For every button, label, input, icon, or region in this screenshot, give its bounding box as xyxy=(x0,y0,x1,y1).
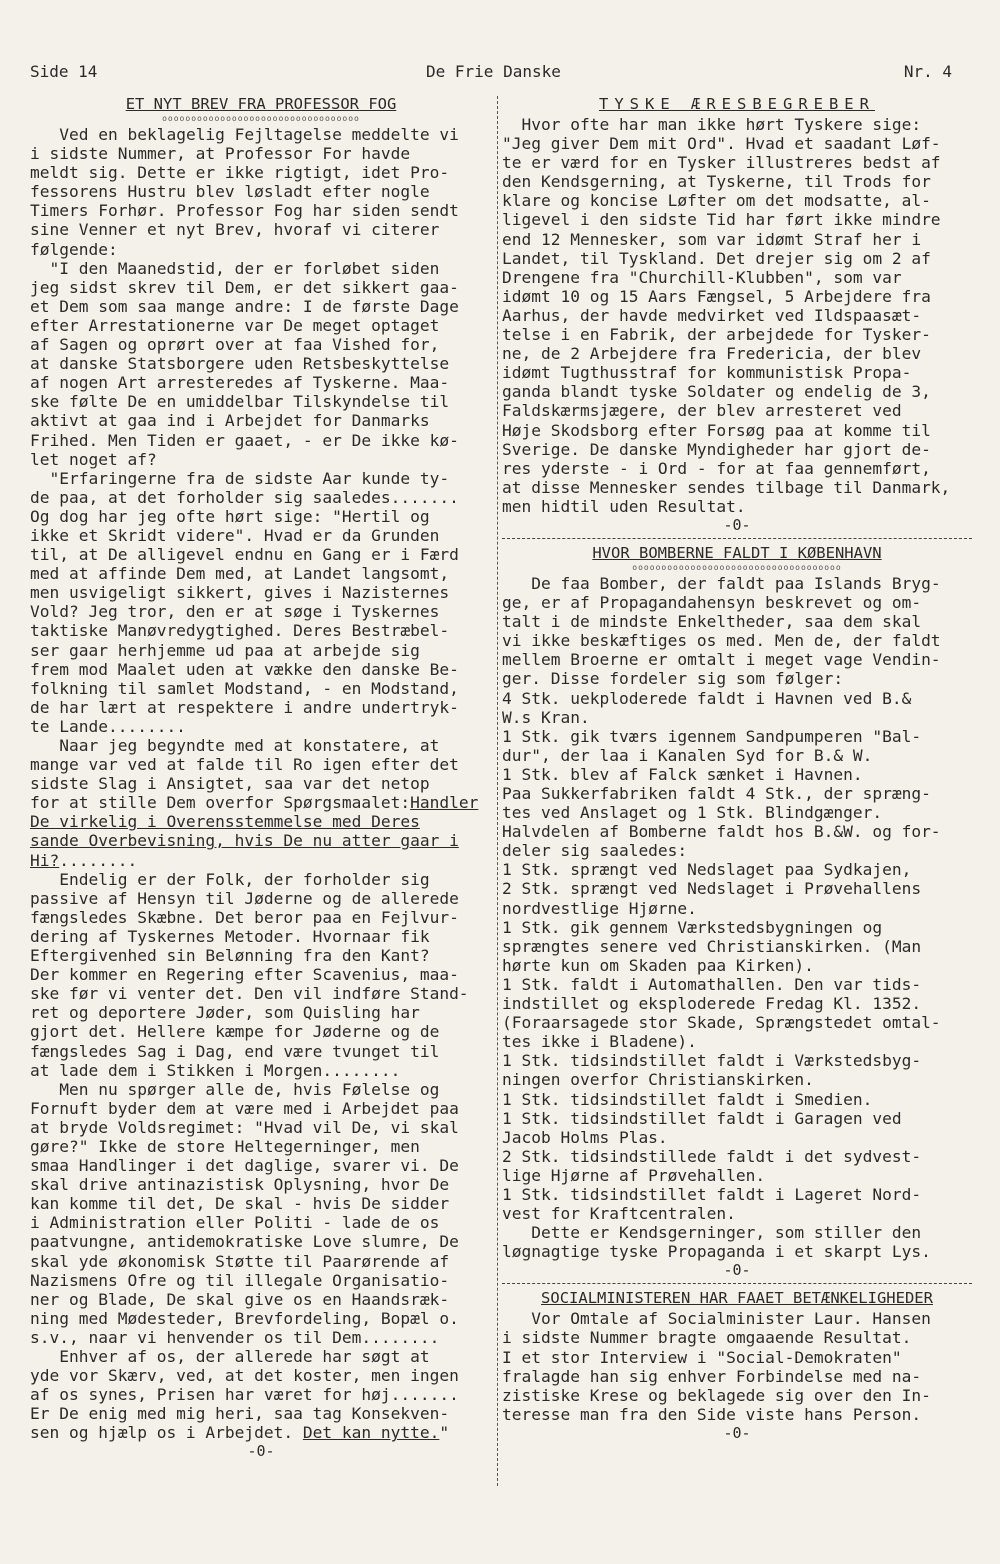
paragraph: Hvor ofte har man ikke hørt Tyskere sige: "Jeg giver Dem mit Ord". Hvad et saadant Løf- te er værd for en Tysker illustreres bedst af den Kendsgerning, at Tyskerne, til Trods for klare og koncise Løfter om det modsatte, al- ligevel i den sidste Tid har ført ikke mindre end 12 Mennesker, som var idømt Straf her i Landet, til Tyskland. Det drejer sig om 2 af Drengene fra "Churchill-Klubben", som var idømt 10 og 15 Aars Fængsel, 5 Arbejdere fra Aarhus, der havde medvirket ved Ildspaasæt- telse i en Fabrik, der arbejdede for Tysker- ne, de 2 Arbejdere fra Fredericia, der blev idømt Tugthusstraf for kommunistisk Propa- ganda blandt tyske Soldater og endelig de 3, Faldskærmsjægere, der blev arresteret ved Høje Skodsborg efter Forsøg paa at komme til Sverige. De danske Myndigheder har gjort de- res yderste - i Ord - for at faa gennemført, at disse Mennesker sendes tilbage til Danmark, men hidtil uden Resultat. xyxy=(502,115,951,516)
right-column xyxy=(502,96,972,1442)
article-socialministeren xyxy=(502,1290,972,1442)
paragraph-text: Enhver af os, der allerede har søgt at yde vor Skærv, ved, at det koster, men ingen af os synes, Prisen har været for høj....... Er De enig med mig heri, saa tag Konsekven- sen og hjælp os i Arbejdet. xyxy=(30,1347,459,1443)
publication-title: De Frie Danske xyxy=(426,62,561,81)
paragraph: "I den Maanedstid, der er forløbet siden jeg sidst skrev til Dem, er det sikkert gaa- et Dem som saa mange andre: I de første Dage efter Arrestationerne var De meget optaget af Sagen og oprørt over at faa Vished for, at danske Statsborgere uden Retsbeskyttelse af nogen Art arresteredes af Tyskerne. Maa- ske følte De en umiddelbar Tilskyndelse til aktivt at gaa ind i Arbejdet for Danmarks Frihed. Men Tiden er gaaet, - er De ikke kø- let noget af? xyxy=(30,258,459,469)
paragraph xyxy=(30,736,492,870)
paragraph-text: Naar jeg begyndte med at konstatere, at mange var ved at falde til Ro igen efter det sidste Slag i Ansigtet, saa var det netop for at stille Dem overfor Spørgsmaalet: xyxy=(30,736,459,813)
paragraph-text: ........ xyxy=(59,850,138,870)
article-tyske-aeresbegreber xyxy=(502,96,972,534)
article-title: HVOR BOMBERNE FALDT I KØBENHAVN xyxy=(592,543,882,562)
page-number: Side 14 xyxy=(30,62,98,81)
article-bomberne xyxy=(502,545,972,1279)
paragraph: Vor Omtale af Socialminister Laur. Hansen i sidste Nummer bragte omgaaende Resultat. I et stor Interview i "Social-Demokraten" fralagde han sig enhver Forbindelse med na- zistiske Krese og beklagede sig over den In- teresse man fra den Side viste hans Person. xyxy=(502,1309,931,1424)
underlined-question: Handler De virkelig i Overensstemmelse med Deres sande Overbevisning, hvis De nu atter gaar i Hi? xyxy=(30,793,479,870)
paragraph: Men nu spørger alle de, hvis Følelse og Fornuft byder dem at være med i Arbejdet paa at bryde Voldsregimet: "Hvad vil De, vi skal gøre?" Ikke de store Heltegerninger, men smaa Handlinger i det daglige, svarer vi. De skal drive antinazistisk Oplysning, hvor De kan komme til det, De skal - hvis De sidder i Administration eller Politi - lade de os paatvungne, antidemokratiske Love slumre, De skal yde økonomisk Støtte til Paarørende af Nazismens Ofre og til illegale Organisatio- ner og Blade, De skal give os en Haandsræk- ning med Mødesteder, Brevfordeling, Bopæl o. s.v., naar vi henvender os til Dem........ xyxy=(30,1079,459,1347)
issue-number: Nr. 4 xyxy=(903,62,952,81)
end-mark: -0- xyxy=(723,515,751,534)
article-title: SOCIALMINISTEREN HAR FAAET BETÆNKELIGHEDER xyxy=(541,1289,933,1308)
article-professor-fog xyxy=(30,96,492,1460)
section-divider xyxy=(502,538,972,539)
end-mark: -0- xyxy=(723,1261,751,1280)
section-divider xyxy=(502,1283,972,1284)
title-underline-marks: oooooooooooooooooooooooooooooooooooo xyxy=(632,562,842,572)
column-divider xyxy=(497,96,498,1486)
left-column xyxy=(30,96,492,1460)
paragraph: Ved en beklagelig Fejltagelse meddelte vi i sidste Nummer, at Professor For havde meldt sig. Dette er ikke rigtigt, idet Pro- fessorens Hustru blev løsladt efter nogle Timers Forhør. Professor Fog har siden sendt sine Venner et nyt Brev, hvoraf vi citerer følgende: xyxy=(30,125,459,259)
underlined-phrase: Det kan nytte. xyxy=(302,1423,440,1443)
end-mark: -0- xyxy=(247,1442,275,1461)
paragraph: De faa Bomber, der faldt paa Islands Bryg- ge, er af Propagandahensyn beskrevet og om- talt i de mindste Enkeltheder, saa dem skal vi ikke beskæftiges os med. Men de, der faldt mellem Broerne er omtalt i meget vage Vendin- ger. Disse fordeler sig som følger: 4 Stk. uekploderede faldt i Havnen ved B.& W.s Kran. 1 Stk. gik tværs igennem Sandpumperen "Bal- dur", der laa i Kanalen Syd for B.& W. 1 Stk. blev af Falck sænket i Havnen. Paa Sukkerfabriken faldt 4 Stk., der spræng- tes ved Anslaget og 1 Stk. Blindgænger. Halvdelen af Bomberne faldt hos B.&W. og for- deler sig saaledes: 1 Stk. sprængt ved Nedslaget paa Sydkajen, 2 Stk. sprængt ved Nedslaget i Prøvehallens nordvestlige Hjørne. 1 Stk. gik gennem Værkstedsbygningen og sprængtes senere ved Christianskirken. (Man hørte kun om Skaden paa Kirken). 1 Stk. faldt i Automathallen. Den var tids- indstillet og eksploderede Fredag Kl. 1352. (Foraarsagede stor Skade, Sprængstedet omtal- tes ikke i Bladene). 1 Stk. tidsindstillet faldt i Værkstedsbyg- ningen overfor Christianskirken. 1 Stk. tidsindstillet faldt i Smedien. 1 Stk. tidsindstillet faldt i Garagen ved Jacob Holms Plas. 2 Stk. tidsindstillede faldt i det sydvest- lige Hjørne af Prøvehallen. 1 Stk. tidsindstillet faldt i Lageret Nord- vest for Kraftcentralen. Dette er Kendsgerninger, som stiller den løgnagtige tyske Propaganda i et skarpt Lys. xyxy=(502,573,941,1262)
article-title: ET NYT BREV FRA PROFESSOR FOG xyxy=(125,95,397,113)
title-underline-marks: oooooooooooooooooooooooooooooooooo xyxy=(162,114,360,123)
end-mark: -0- xyxy=(723,1423,751,1442)
paragraph: Endelig er der Folk, der forholder sig passive af Hensyn til Jøderne og de allerede fængsledes Skæbne. Det beror paa en Fejlvur- dering af Tyskernes Metoder. Hvornaar fik Eftergivenhed sin Belønning fra den Kant? Der kommer en Regering efter Scavenius, maa- ske før vi venter det. Den vil indføre Stand- ret og deportere Jøder, som Quisling har gjort det. Hellere kæmpe for Jøderne og de fængsledes Sag i Dag, end være tvunget til at lade dem i Stikken i Morgen........ xyxy=(30,869,469,1080)
paragraph xyxy=(30,1347,492,1442)
paragraph: "Erfaringerne fra de sidste Aar kunde ty- de paa, at det forholder sig saaledes....... Og dog har jeg ofte hørt sige: "Hertil og ikke et Skridt videre". Hvad er da Grunden til, at De alligevel endnu en Gang er i Færd med at affinde Dem med, at Landet langsomt, men usvigeligt sikkert, gives i Nazisternes Vold? Jeg tror, den er at søge i Tyskernes taktiske Manøvredygtighed. Deres Bestræbel- ser gaar herhjemme ud paa at arbejde sig frem mod Maalet uden at vække den danske Be- folkning til samlet Modstand, - en Modstand, de har lært at respektere i andre undertryk- te Lande........ xyxy=(30,468,459,736)
paragraph-text: " xyxy=(439,1423,450,1443)
article-title: TYSKE ÆRESBEGREBER xyxy=(599,95,875,113)
page-header xyxy=(30,62,952,84)
